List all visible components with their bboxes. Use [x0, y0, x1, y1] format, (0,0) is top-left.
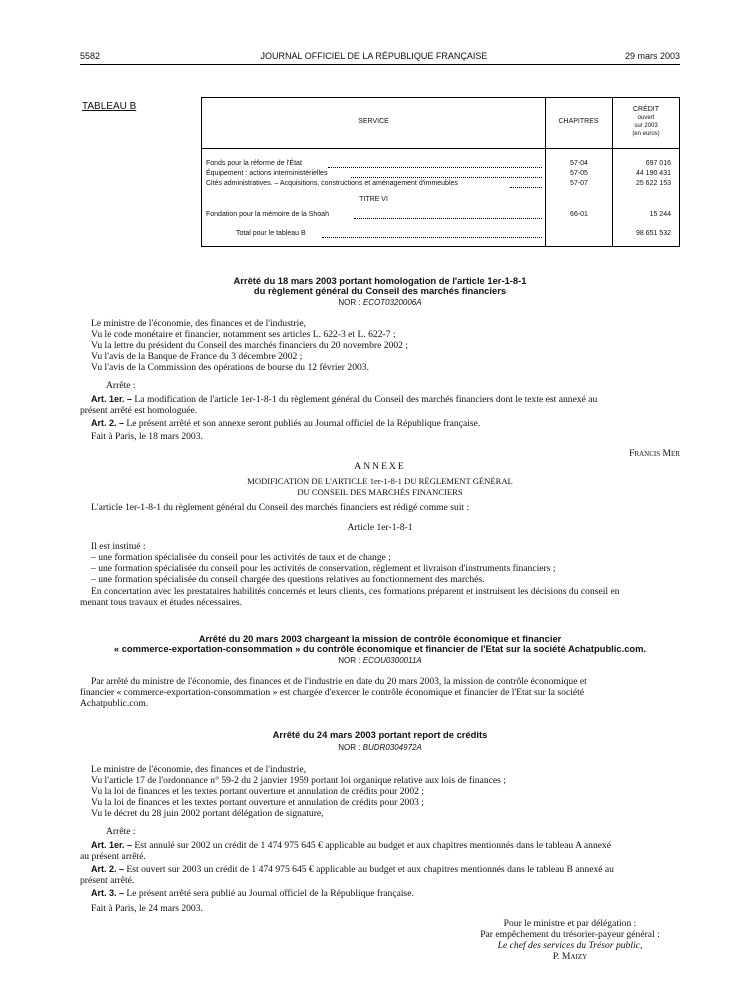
article-1-cont: au présent arrêté.: [80, 851, 146, 862]
arrete2-body: Achatpublic.com.: [80, 698, 149, 709]
table-row: Fonds pour la réforme de l'État: [206, 160, 302, 167]
credit-cell: 44 190 431: [635, 170, 671, 177]
table-b: [201, 97, 680, 247]
chapitre-cell: 57-04: [570, 160, 588, 167]
credit-cell: 25 622 153: [635, 180, 671, 187]
fait-a-paris: Fait à Paris, le 18 mars 2003.: [91, 431, 203, 442]
titre-vi: TITRE VI: [359, 196, 388, 203]
annexe-line: – une formation spécialisée du conseil pour les activités de conservation, règlement et livraison d'instruments financiers ;: [91, 563, 556, 574]
article-1-cont: présent arrêté est homologuée.: [80, 405, 198, 416]
arrete2-title-line1: Arrêté du 20 mars 2003 chargeant la mission de contrôle économique et financier: [198, 633, 562, 644]
total-row: Total pour le tableau B: [236, 230, 306, 237]
leader-dots: [354, 218, 542, 219]
visa-line: Le ministre de l'économie, des finances et de l'industrie,: [91, 764, 306, 775]
table-row: Équipement : actions interministérielles: [206, 170, 328, 177]
credit-cell: 15 244: [649, 211, 671, 218]
arrete2-body: financier « commerce-exportation-consommation » est chargée d'exercer le contrôle économique et financier de l'Etat sur la société: [80, 687, 585, 698]
visa-line: Vu l'avis de la Commission des opérations de bourse du 12 février 2003.: [91, 362, 369, 373]
arrete-word: Arrête :: [106, 826, 136, 837]
signature: Francis Mer: [629, 448, 680, 459]
visa-line: Vu l'article 17 de l'ordonnance n° 59-2 du 2 janvier 1959 portant loi organique relative aux lois de finances ;: [91, 775, 506, 786]
chapitre-cell: 66-01: [570, 211, 588, 218]
table-row: Cités administratives. – Acquisitions, constructions et aménagement d'immeubles: [206, 180, 458, 187]
chapitre-cell: 57-07: [570, 180, 588, 187]
arrete-word: Arrête :: [106, 380, 136, 391]
arrete2-body: Par arrêté du ministre de l'économie, des finances et de l'industrie en date du 20 mars 2003, la mission de contrôle économique et: [91, 676, 587, 687]
issue-date: 29 mars 2003: [624, 51, 680, 61]
article-1: Art. 1er. – Est annulé sur 2002 un crédit de 1 474 975 645 € applicable au budget et aux chapitres mentionnés dans le tableau A annexé: [91, 840, 612, 851]
signature-line: Pour le ministre et par délégation :: [503, 918, 637, 929]
visa-line: Vu le code monétaire et financier, notamment ses articles L. 622-3 et L. 622-7 ;: [91, 329, 396, 340]
arrete1-nor: NOR : ECOT0320006A: [338, 298, 422, 307]
credit-line-1: CRÉDIT: [632, 106, 660, 113]
annexe-closing: En concertation avec les prestataires habilités concernés et leurs clients, ces formations préparent et instruisent les décisions du conseil en: [91, 586, 620, 597]
visa-line: Vu la loi de finances et les textes portant ouverture et annulation de crédits pour 2003 ;: [91, 797, 424, 808]
visa-line: Vu l'avis de la Banque de France du 3 décembre 2002 ;: [91, 351, 303, 362]
annexe-subtitle-2: DU CONSEIL DES MARCHÉS FINANCIERS: [297, 487, 463, 497]
arrete3-title: Arrêté du 24 mars 2003 portant report de crédits: [272, 729, 488, 740]
leader-dots: [351, 177, 542, 178]
article-2: Art. 2. – Est ouvert sur 2003 un crédit de 1 474 975 645 € applicable au budget et aux chapitres mentionnés dans le tableau B annexé au: [91, 864, 614, 875]
annexe-line: – une formation spécialisée du conseil pour les activités de taux et de change ;: [91, 552, 391, 563]
annexe-line: Il est institué :: [91, 541, 146, 552]
visa-line: Vu la lettre du président du Conseil des marchés financiers du 20 novembre 2002 ;: [91, 340, 409, 351]
arrete1-title-line1: Arrêté du 18 mars 2003 portant homologation de l'article 1er-1-8-1: [233, 275, 527, 286]
journal-title: JOURNAL OFFICIEL DE LA RÉPUBLIQUE FRANÇAISE: [260, 51, 488, 61]
visa-line: Vu la loi de finances et les textes portant ouverture et annulation de crédits pour 2002 ;: [91, 786, 424, 797]
col-header-chapitres: CHAPITRES: [558, 118, 599, 125]
article-3: Art. 3. – Le présent arrêté sera publié au Journal officiel de la République française.: [91, 888, 414, 899]
credit-cell: 697 016: [645, 160, 671, 167]
arrete1-title-line2: du règlement général du Conseil des marchés financiers: [253, 285, 507, 296]
annexe-closing-cont: menant tous travaux et études nécessaires.: [80, 597, 242, 608]
credit-line-2: ouvert: [637, 115, 655, 121]
leader-dots: [328, 167, 542, 168]
signature-name: P. Maizy: [552, 951, 588, 962]
annexe-title: ANNEXE: [354, 461, 406, 472]
credit-line-3: sur 2003: [634, 123, 658, 129]
leader-dots: [322, 237, 542, 238]
article-2: Art. 2. – Le présent arrêté et son annexe seront publiés au Journal officiel de la République française.: [91, 418, 481, 429]
signature-line: Par empêchement du trésorier-payeur général :: [480, 929, 660, 940]
annexe-line: – une formation spécialisée du conseil chargée des questions relatives au fonctionnement des marchés.: [91, 574, 485, 585]
table-label: TABLEAU B: [82, 101, 137, 112]
article-title: Article 1er-1-8-1: [347, 522, 413, 533]
table-row: Fondation pour la mémoire de la Shoah: [206, 211, 329, 218]
visa-line: Le ministre de l'économie, des finances et de l'industrie,: [91, 318, 306, 329]
visa-line: Vu le décret du 28 juin 2002 portant délégation de signature,: [91, 808, 324, 819]
annexe-subtitle-1: MODIFICATION DE L'ARTICLE 1er-1-8-1 DU RÈGLEMENT GÉNÉRAL: [247, 476, 513, 486]
total-value: 98 651 532: [635, 230, 671, 237]
leader-dots: [510, 187, 542, 188]
arrete2-nor: NOR : ECOU0300011A: [338, 656, 422, 665]
arrete2-title-line2: « commerce-exportation-consommation » du contrôle économique et financier de l'Etat sur la société Achatpublic.com.: [113, 643, 647, 654]
header-rule: [80, 64, 680, 65]
page-number: 5582: [80, 51, 101, 61]
fait-a-paris: Fait à Paris, le 24 mars 2003.: [91, 903, 203, 914]
article-1: Art. 1er. – La modification de l'article 1er-1-8-1 du règlement général du Conseil des marchés financiers dont le texte est annexé au: [91, 394, 598, 405]
header-divider: [202, 148, 679, 149]
credit-line-4: (en euros): [632, 131, 660, 137]
signature-line: Le chef des services du Trésor public,: [497, 940, 643, 951]
arrete3-nor: NOR : BUDR0304972A: [338, 743, 422, 752]
annexe-intro: L'article 1er-1-8-1 du règlement général du Conseil des marchés financiers est rédigé comme suit :: [91, 502, 470, 513]
article-2-cont: présent arrêté.: [80, 875, 135, 886]
col-header-credit: [612, 106, 680, 138]
col-header-service: SERVICE: [358, 118, 389, 125]
chapitre-cell: 57-05: [570, 170, 588, 177]
